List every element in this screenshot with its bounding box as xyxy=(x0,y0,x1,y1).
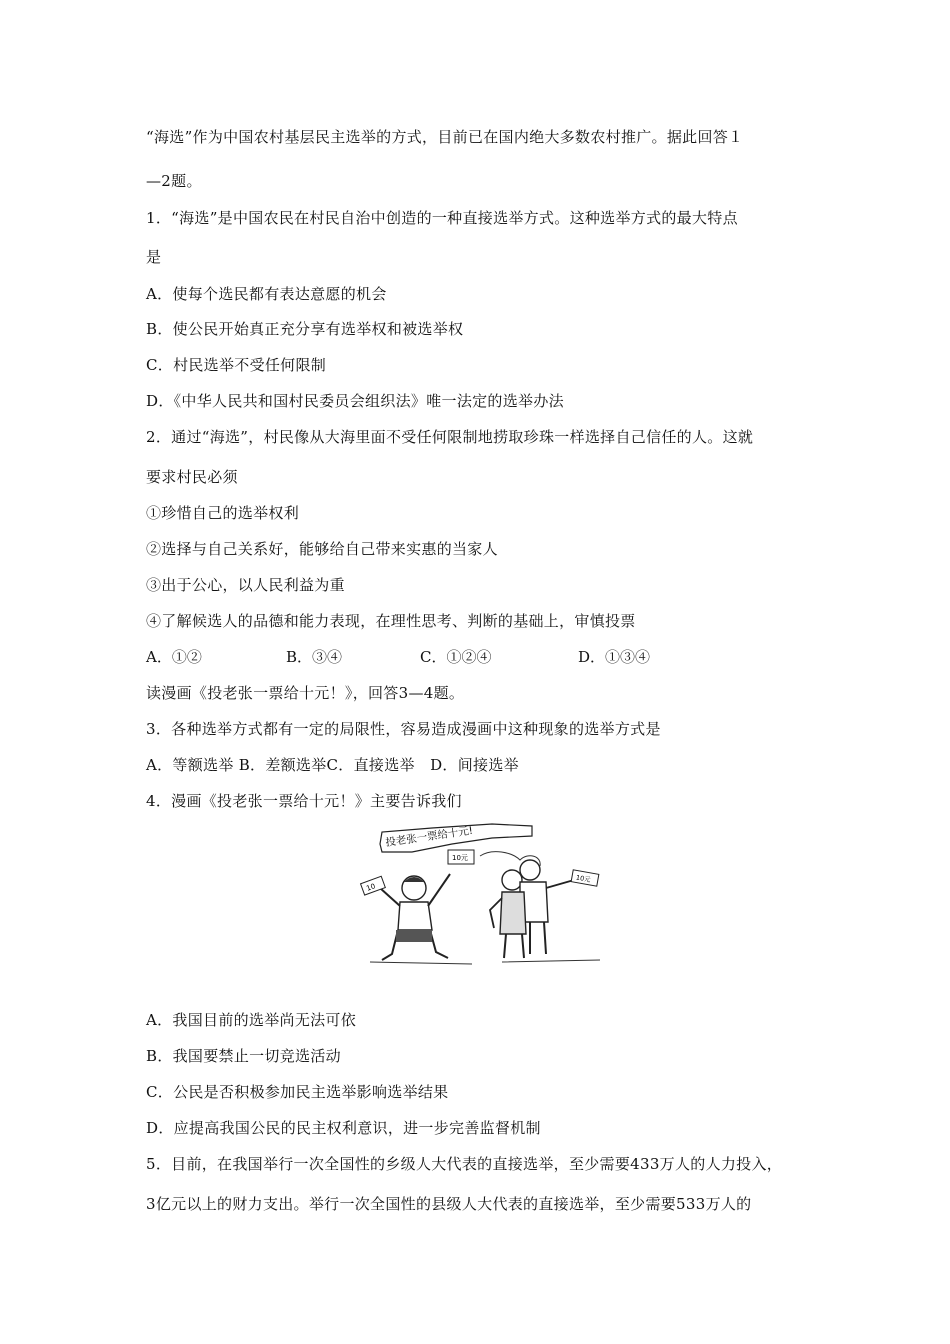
reading-instruction: 读漫画《投老张一票给十元！》，回答3—4题。 xyxy=(146,684,465,702)
question-2-option-d: D．①③④ xyxy=(578,648,651,666)
question-4-option-c: C．公民是否积极参加民主选举影响选举结果 xyxy=(146,1083,449,1101)
question-2-option-b: B．③④ xyxy=(286,648,343,666)
question-2-item-2: ②选择与自己关系好，能够给自己带来实惠的当家人 xyxy=(146,540,498,558)
question-2-item-1: ①珍惜自己的选举权利 xyxy=(146,504,300,522)
question-2-option-a: A．①② xyxy=(146,648,202,666)
question-4-option-b: B．我国要禁止一切竞选活动 xyxy=(146,1047,341,1065)
question-4-option-a: A．我国目前的选举尚无法可依 xyxy=(146,1011,357,1029)
intro-line-1: “海选”作为中国农村基层民主选举的方式，目前已在国内绝大多数农村推广。据此回答１ xyxy=(146,128,744,146)
question-1-option-b: B．使公民开始真正充分享有选举权和被选举权 xyxy=(146,320,464,338)
question-3: 3．各种选举方式都有一定的局限性，容易造成漫画中这种现象的选举方式是 xyxy=(146,720,661,738)
question-4: 4．漫画《投老张一票给十元！》主要告诉我们 xyxy=(146,792,462,810)
cartoon-note-left: 10 xyxy=(365,882,377,893)
question-2-line-2: 要求村民必须 xyxy=(146,468,238,486)
question-2-item-4: ④了解候选人的品德和能力表现，在理性思考、判断的基础上，审慎投票 xyxy=(146,612,636,630)
question-4-option-d: D．应提高我国公民的民主权利意识，进一步完善监督机制 xyxy=(146,1119,541,1137)
question-1-line-1: 1．“海选”是中国农民在村民自治中创造的一种直接选举方式。这种选举方式的最大特点 xyxy=(146,209,738,227)
question-1-option-a: A．使每个选民都有表达意愿的机会 xyxy=(146,285,387,303)
question-1-option-d: D．《中华人民共和国村民委员会组织法》唯一法定的选举办法 xyxy=(146,392,564,410)
question-1-option-c: C．村民选举不受任何限制 xyxy=(146,356,327,374)
question-5-line-2: 3亿元以上的财力支出。举行一次全国性的县级人大代表的直接选举，至少需要533万人的 xyxy=(146,1195,752,1213)
intro-line-2: —2题。 xyxy=(146,172,202,190)
cartoon-note-top: 10元 xyxy=(452,854,468,862)
vote-buying-cartoon xyxy=(352,822,614,974)
question-2-option-c: C．①②④ xyxy=(420,648,492,666)
cartoon-note-right: 10元 xyxy=(575,873,592,884)
question-3-options: A．等额选举 B．差额选举C．直接选举 D．间接选举 xyxy=(146,756,519,774)
cartoon-caption: 投老张一票给十元! xyxy=(384,824,474,849)
question-2-item-3: ③出于公心，以人民利益为重 xyxy=(146,576,345,594)
question-2-line-1: 2．通过“海选”，村民像从大海里面不受任何限制地捞取珍珠一样选择自己信任的人。这就 xyxy=(146,428,754,446)
question-1-line-2: 是 xyxy=(146,248,162,266)
question-5-line-1: 5．目前，在我国举行一次全国性的乡级人大代表的直接选举，至少需要433万人的人力投入， xyxy=(146,1155,783,1173)
